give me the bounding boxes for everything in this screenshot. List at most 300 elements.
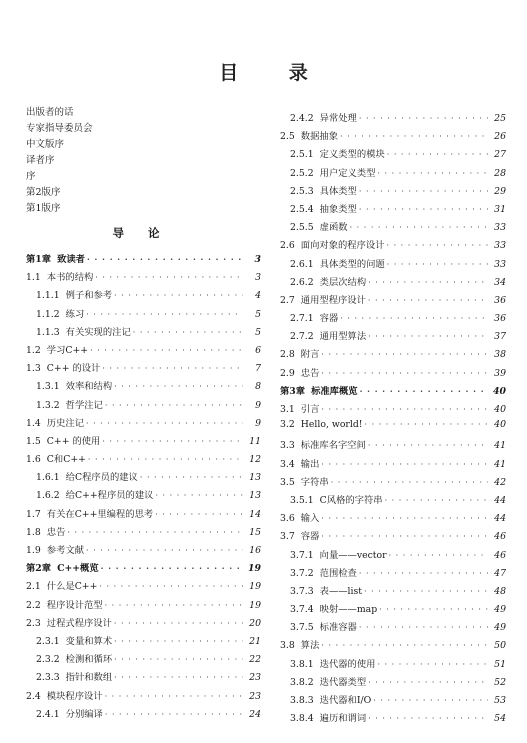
dot-leader [340, 314, 488, 323]
toc-entry-page: 23 [249, 690, 261, 702]
toc-entry [280, 692, 506, 710]
dot-leader [101, 563, 243, 573]
toc-entry-number: 2.3.2 [36, 654, 60, 666]
dot-leader [387, 150, 488, 159]
toc-entry [26, 397, 261, 415]
toc-entry-page: 6 [255, 344, 261, 356]
toc-entry-title: 异常处理 [319, 113, 357, 124]
dot-leader [359, 205, 488, 214]
toc-entry [280, 619, 506, 637]
dot-leader [140, 473, 243, 482]
toc-entry-number: 3.2 [280, 419, 295, 431]
toc-entry-number: 3.8.4 [290, 713, 314, 725]
toc-entry-page: 48 [494, 585, 506, 597]
toc-entry-page: 5 [255, 308, 261, 320]
toc-entry [26, 306, 261, 324]
dot-leader [67, 528, 243, 537]
toc-entry-number: 1.3.1 [36, 381, 60, 393]
toc-entry-title: 表——list [319, 585, 363, 597]
dot-leader [368, 296, 488, 305]
dot-leader [105, 401, 243, 410]
toc-entry-title: 致读者 [57, 254, 85, 265]
toc-entry-title: 通用型算法 [319, 331, 367, 343]
prelim-item: 序 [26, 171, 36, 182]
toc-entry-number: 1.1.3 [36, 326, 60, 338]
dot-leader [379, 605, 488, 614]
toc-entry-page: 9 [255, 399, 261, 411]
toc-entry-page: 53 [494, 695, 506, 706]
toc-entry-title: 映射——map [319, 604, 378, 616]
dot-leader [321, 350, 488, 359]
toc-entry-page: 51 [494, 658, 506, 670]
toc-entry-number: 3.7.2 [290, 567, 314, 579]
toc-entry [280, 437, 506, 455]
toc-entry-page: 28 [494, 167, 506, 179]
toc-entry-page: 15 [249, 526, 261, 538]
toc-entry-title: 标准容器 [319, 622, 357, 634]
toc-entry-number: 2.4.2 [290, 113, 314, 124]
toc-entry-page: 40 [493, 385, 506, 397]
toc-entry-title: 有关实现的注记 [65, 326, 131, 338]
toc-entry-number: 3.5.1 [290, 494, 314, 506]
dot-leader [373, 696, 488, 705]
toc-entry [280, 219, 506, 237]
toc-entry-title: 标准库名字空间 [300, 440, 366, 452]
dot-leader [86, 310, 243, 319]
dot-leader [321, 532, 488, 541]
toc-entry [26, 651, 261, 669]
toc-entry-title: C++ 的设计 [46, 363, 101, 375]
toc-entry [280, 565, 506, 583]
toc-entry-number: 2.9 [280, 367, 295, 379]
dot-leader [86, 546, 243, 555]
prelim-item: 第2版序 [26, 187, 61, 198]
dot-leader [368, 332, 488, 341]
toc-entry-number: 3.8.2 [290, 676, 314, 688]
dot-leader [95, 273, 243, 282]
dot-leader [105, 601, 243, 610]
toc-entry-number: 2.2 [26, 599, 41, 611]
dot-leader [368, 441, 488, 450]
toc-entry-page: 19 [249, 599, 261, 611]
toc-entry [26, 342, 261, 360]
toc-entry-page: 44 [494, 494, 506, 506]
toc-entry-page: 47 [494, 567, 506, 579]
toc-entry-number: 2.6.1 [290, 258, 314, 270]
toc-entry-page: 36 [494, 313, 506, 325]
toc-entry [280, 674, 506, 692]
toc-entry-title: 类层次结构 [319, 276, 367, 288]
toc-entry-page: 33 [494, 222, 506, 234]
toc-entry [280, 547, 506, 565]
toc-entry-number: 1.1.2 [36, 308, 60, 320]
dot-leader [105, 710, 243, 719]
toc-entry-number: 1.2 [26, 344, 41, 356]
toc-entry-title: C++概览 [57, 563, 99, 575]
dot-leader [386, 241, 488, 250]
toc-entry-number: 1.6.2 [36, 490, 60, 502]
toc-entry [280, 146, 506, 164]
toc-entry-page: 22 [249, 654, 261, 666]
dot-leader [359, 623, 488, 632]
dot-leader [360, 386, 488, 396]
toc-entry-number: 1.6.1 [36, 472, 60, 484]
toc-entry-title: 给C程序员的建议 [65, 472, 138, 484]
section-heading: 导 论 [112, 226, 170, 240]
toc-entry-page: 41 [494, 440, 506, 452]
toc-entry [280, 474, 506, 492]
dot-leader [102, 437, 243, 446]
prelims-list [26, 105, 206, 217]
dot-leader [102, 364, 243, 373]
toc-entry-title: Hello, world! [300, 419, 363, 431]
toc-entry [26, 506, 261, 524]
dot-leader [321, 641, 488, 650]
prelim-item: 专家指导委员会 [26, 123, 93, 134]
toc-entry-title: 具体类型的问题 [319, 258, 385, 270]
toc-entry [26, 360, 261, 378]
toc-entry-page: 44 [494, 513, 506, 525]
toc-entry-number: 第3章 [280, 385, 306, 397]
toc-entry-number: 3.1 [280, 404, 295, 415]
toc-entry-page: 29 [494, 185, 506, 197]
toc-entry [26, 378, 261, 396]
toc-entry-title: 变量和算术 [65, 635, 113, 647]
toc-entry-number: 1.1 [26, 272, 41, 284]
toc-entry-number: 第2章 [26, 563, 52, 575]
toc-entry-number: 2.5.2 [290, 167, 314, 179]
toc-entry [280, 510, 506, 528]
dot-leader [90, 346, 243, 355]
dot-leader [377, 169, 488, 178]
toc-entry-title: 忠告 [300, 367, 320, 379]
toc-entry-number: 3.7 [280, 531, 295, 543]
toc-entry [280, 310, 506, 328]
toc-entry-title: C和C++ [46, 454, 86, 466]
prelim-item: 译者序 [26, 155, 55, 166]
toc-entry-number: 3.8.3 [290, 695, 314, 706]
toc-entry [280, 656, 506, 674]
toc-entry-title: 参考文献 [46, 545, 84, 556]
dot-leader [365, 420, 488, 429]
toc-entry-number: 2.8 [280, 349, 295, 361]
toc-entry-number: 1.6 [26, 454, 41, 466]
toc-entry-page: 3 [254, 254, 261, 265]
toc-entry-number: 3.6 [280, 513, 295, 525]
toc-entry-title: 练习 [65, 308, 85, 320]
toc-entry-title: 忠告 [46, 526, 66, 538]
toc-entry [280, 128, 506, 146]
toc-entry-page: 21 [249, 635, 261, 647]
dot-leader [377, 660, 488, 669]
toc-entry-number: 3.7.3 [290, 585, 314, 597]
toc-entry [26, 688, 261, 706]
toc-entry-page: 5 [255, 326, 261, 338]
toc-entry [280, 165, 506, 183]
toc-left-column [26, 251, 261, 724]
dot-leader [359, 569, 488, 578]
toc-entry-title: 范围检查 [319, 567, 357, 579]
toc-entry-page: 49 [494, 622, 506, 634]
toc-entry-page: 50 [494, 640, 506, 652]
toc-entry-number: 1.3.2 [36, 399, 60, 411]
toc-entry-number: 1.4 [26, 417, 41, 429]
toc-entry [280, 637, 506, 655]
dot-leader [321, 460, 488, 469]
toc-entry-page: 34 [494, 276, 506, 288]
dot-leader [114, 673, 243, 682]
toc-entry [26, 615, 261, 633]
toc-entry [26, 542, 261, 560]
toc-entry-page: 23 [249, 672, 261, 684]
toc-entry-page: 27 [494, 149, 506, 161]
toc-entry-title: 程序设计范型 [46, 599, 103, 611]
toc-right-column [280, 110, 506, 728]
dot-leader [87, 254, 243, 264]
dot-leader [155, 491, 243, 500]
toc-entry [26, 469, 261, 487]
toc-entry [26, 251, 261, 269]
toc-entry-page: 26 [494, 131, 506, 143]
toc-entry [280, 401, 506, 419]
dot-leader [385, 496, 488, 505]
toc-entry-title: 具体类型 [319, 185, 357, 197]
toc-entry [26, 669, 261, 687]
toc-entry-page: 13 [249, 490, 261, 502]
toc-entry-title: 附言 [300, 349, 320, 361]
toc-entry-page: 46 [494, 531, 506, 543]
toc-entry-title: 给C++程序员的建议 [65, 490, 154, 502]
toc-entry [280, 419, 506, 437]
prelim-item: 中文版序 [26, 139, 65, 150]
toc-entry [26, 597, 261, 615]
toc-entry-page: 46 [494, 549, 506, 561]
prelim-item: 第1版序 [26, 203, 61, 214]
toc-entry-page: 31 [494, 203, 506, 215]
toc-entry-number: 1.3 [26, 363, 41, 375]
toc-entry-title: 遍历和谓词 [319, 713, 367, 725]
toc-entry-page: 36 [494, 294, 506, 306]
toc-entry-number: 2.5.5 [290, 222, 314, 234]
toc-entry-number: 3.4 [280, 458, 295, 470]
toc-entry-number: 2.5.1 [290, 149, 314, 161]
dot-leader [359, 114, 488, 123]
toc-entry-number: 3.8.1 [290, 658, 314, 670]
toc-entry-title: 指针和数组 [65, 672, 113, 684]
toc-entry-number: 1.8 [26, 526, 41, 538]
toc-entry [26, 524, 261, 542]
toc-entry [280, 256, 506, 274]
toc-entry-title: 效率和结构 [65, 381, 113, 393]
dot-leader [387, 260, 488, 269]
dot-leader [321, 514, 488, 523]
toc-entry [26, 433, 261, 451]
dot-leader [114, 382, 243, 391]
toc-entry-number: 1.5 [26, 435, 41, 447]
dot-leader [321, 405, 488, 414]
toc-entry [280, 383, 506, 401]
toc-entry [280, 274, 506, 292]
toc-entry-number: 2.3.3 [36, 672, 60, 684]
toc-entry [26, 633, 261, 651]
toc-entry-page: 38 [494, 349, 506, 361]
toc-entry-title: 容器 [319, 313, 339, 325]
toc-entry-number: 2.3 [26, 617, 41, 629]
toc-entry-title: C++ 的使用 [46, 435, 101, 447]
toc-entry-page: 40 [494, 419, 506, 431]
toc-entry-title: 迭代器的使用 [319, 658, 376, 670]
dot-leader [133, 328, 243, 337]
toc-entry-title: 分别编译 [65, 708, 103, 720]
toc-entry-title: 模块程序设计 [46, 690, 103, 702]
dot-leader [368, 678, 488, 687]
toc-entry-page: 12 [249, 454, 261, 466]
toc-entry-page: 52 [494, 676, 506, 688]
toc-entry-page: 11 [249, 435, 261, 447]
toc-entry-page: 14 [249, 508, 261, 520]
toc-entry-page: 33 [494, 240, 506, 252]
toc-entry-title: 虚函数 [319, 222, 348, 234]
toc-entry-title: 面向对象的程序设计 [300, 240, 385, 252]
toc-entry-title: 迭代器类型 [319, 676, 367, 688]
toc-entry-title: 过程式程序设计 [46, 617, 112, 629]
toc-entry-title: 引言 [300, 404, 320, 415]
toc-entry-title: 算法 [300, 640, 320, 652]
toc-entry [26, 706, 261, 724]
toc-entry [280, 601, 506, 619]
toc-entry [280, 201, 506, 219]
toc-entry-title: 标准库概览 [311, 385, 358, 397]
toc-entry [280, 346, 506, 364]
toc-entry [280, 456, 506, 474]
toc-entry-title: 检测和循环 [65, 654, 113, 666]
dot-leader [114, 291, 243, 300]
toc-entry-number: 1.9 [26, 545, 41, 556]
dot-leader [114, 655, 243, 664]
toc-entry [26, 287, 261, 305]
dot-leader [86, 419, 243, 428]
dot-leader [114, 637, 243, 646]
toc-entry-number: 3.7.4 [290, 604, 314, 616]
toc-entry-number: 3.8 [280, 640, 295, 652]
toc-entry [280, 110, 506, 128]
toc-entry-title: 字符串 [300, 476, 329, 488]
toc-entry-title: 向量——vector [319, 549, 387, 561]
toc-entry-number: 1.7 [26, 508, 41, 520]
toc-entry-title: 容器 [300, 531, 320, 543]
toc-entry-title: 本书的结构 [46, 272, 94, 284]
toc-entry-number: 2.4.1 [36, 708, 60, 720]
toc-entry-title: 输入 [300, 513, 320, 525]
toc-entry-number: 2.5 [280, 131, 295, 143]
dot-leader [321, 369, 488, 378]
prelim-item: 出版者的话 [26, 107, 74, 118]
toc-entry-page: 40 [494, 404, 506, 415]
dot-leader [368, 278, 488, 287]
dot-leader [114, 619, 243, 628]
toc-entry [26, 451, 261, 469]
toc-entry-page: 19 [248, 563, 261, 575]
toc-entry-number: 第1章 [26, 254, 52, 265]
toc-entry-page: 16 [249, 545, 261, 556]
toc-entry-title: 通用型程序设计 [300, 294, 366, 306]
toc-entry-number: 2.4 [26, 690, 41, 702]
toc-entry [26, 269, 261, 287]
toc-entry-page: 4 [255, 290, 261, 302]
toc-entry-title: 学习C++ [46, 344, 89, 356]
toc-entry-number: 3.7.1 [290, 549, 314, 561]
toc-entry [280, 183, 506, 201]
toc-entry-number: 2.3.1 [36, 635, 60, 647]
toc-entry-page: 13 [249, 472, 261, 484]
toc-entry [280, 492, 506, 510]
toc-entry-title: 有关在C++里编程的思考 [46, 508, 154, 520]
toc-entry-title: 输出 [300, 458, 320, 470]
dot-leader [364, 587, 488, 596]
toc-entry-title: 哲学注记 [65, 399, 103, 411]
toc-entry [280, 328, 506, 346]
toc-entry [280, 710, 506, 728]
toc-entry-number: 2.6 [280, 240, 295, 252]
dot-leader [105, 692, 243, 701]
toc-entry-title: 什么是C++ [46, 581, 98, 593]
toc-entry-number: 2.5.4 [290, 203, 314, 215]
toc-entry-title: C风格的字符串 [319, 494, 383, 506]
toc-entry-page: 49 [494, 604, 506, 616]
toc-entry [26, 560, 261, 578]
toc-entry-number: 2.7.1 [290, 313, 314, 325]
toc-entry-page: 33 [494, 258, 506, 270]
toc-entry-page: 42 [494, 476, 506, 488]
toc-entry [26, 415, 261, 433]
toc-entry-page: 20 [249, 617, 261, 629]
toc-entry-number: 3.7.5 [290, 622, 314, 634]
dot-leader [340, 132, 488, 141]
toc-entry-number: 3.5 [280, 476, 295, 488]
toc-entry [26, 487, 261, 505]
toc-entry [280, 365, 506, 383]
toc-entry-number: 3.3 [280, 440, 295, 452]
toc-entry-number: 2.7.2 [290, 331, 314, 343]
dot-leader [359, 187, 488, 196]
dot-leader [350, 223, 488, 232]
toc-entry-page: 54 [494, 713, 506, 725]
toc-entry-page: 7 [255, 363, 261, 375]
dot-leader [331, 478, 488, 487]
toc-entry-page: 9 [255, 417, 261, 429]
toc-entry-title: 抽象类型 [319, 203, 357, 215]
dot-leader [389, 551, 488, 560]
toc-entry-title: 迭代器和I/O [319, 695, 372, 706]
toc-entry-title: 历史注记 [46, 417, 84, 429]
toc-entry-page: 39 [494, 367, 506, 379]
toc-entry-page: 41 [494, 458, 506, 470]
toc-entry-page: 37 [494, 331, 506, 343]
toc-entry-number: 2.6.2 [290, 276, 314, 288]
dot-leader [155, 510, 243, 519]
toc-entry [280, 583, 506, 601]
dot-leader [368, 714, 488, 723]
toc-entry-title: 用户定义类型 [319, 167, 376, 179]
toc-entry [280, 237, 506, 255]
page-title: 目 录 [219, 62, 330, 84]
toc-entry-number: 1.1.1 [36, 290, 60, 302]
toc-entry-page: 3 [255, 272, 261, 284]
toc-entry-page: 25 [494, 113, 506, 124]
toc-entry-number: 2.1 [26, 581, 41, 593]
dot-leader [99, 582, 243, 591]
toc-entry-number: 2.5.3 [290, 185, 314, 197]
